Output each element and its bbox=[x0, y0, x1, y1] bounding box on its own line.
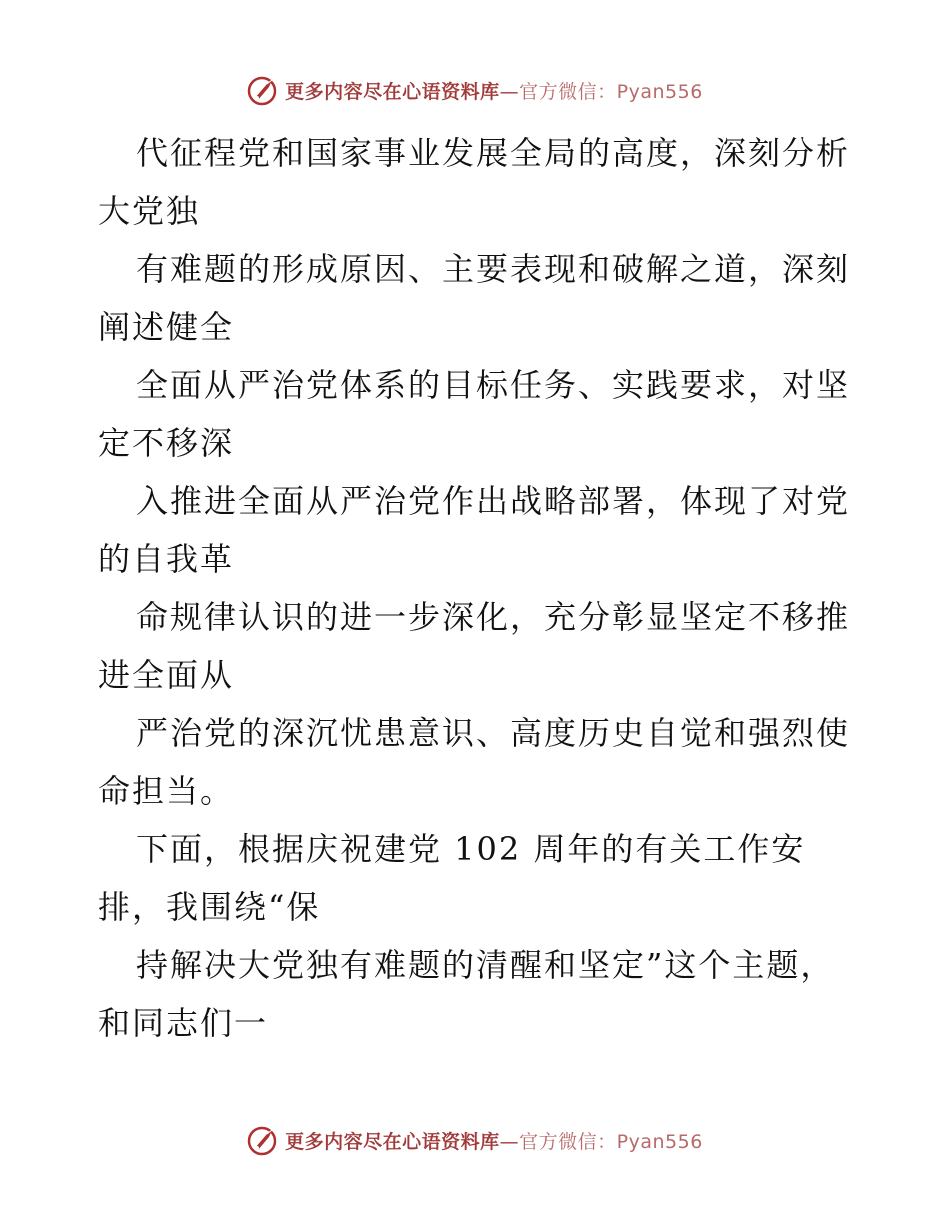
text-line: 全面从严治党体系的目标任务、实践要求，对坚 bbox=[136, 366, 851, 404]
pen-nib-logo-icon bbox=[247, 74, 279, 106]
text-line: 大党独 bbox=[98, 192, 201, 230]
text-line: 和同志们一 bbox=[98, 1004, 269, 1042]
text-line: 的自我革 bbox=[98, 540, 235, 578]
banner-wechat: 官方微信：Pyan556 bbox=[519, 80, 703, 103]
text-line: 定不移深 bbox=[98, 424, 235, 462]
text-line: 阐述健全 bbox=[98, 308, 235, 346]
text-line: 命担当。 bbox=[98, 772, 235, 810]
text-line: 入推进全面从严治党作出战略部署，体现了对党 bbox=[136, 482, 851, 520]
text-line: 代征程党和国家事业发展全局的高度，深刻分析 bbox=[136, 134, 851, 172]
banner-dash: — bbox=[499, 1130, 520, 1153]
footer-banner bbox=[0, 1120, 950, 1160]
text-line: 有难题的形成原因、主要表现和破解之道，深刻 bbox=[136, 250, 851, 288]
banner-wechat: 官方微信：Pyan556 bbox=[519, 1130, 703, 1153]
pen-nib-logo-icon bbox=[247, 1124, 279, 1156]
text-line: 下面，根据庆祝建党 102 周年的有关工作安 bbox=[136, 830, 806, 868]
header-banner bbox=[0, 70, 950, 110]
document-body bbox=[98, 124, 858, 1052]
text-line: 持解决大党独有难题的清醒和坚定”这个主题， bbox=[136, 946, 835, 984]
text-line: 严治党的深沉忧患意识、高度历史自觉和强烈使 bbox=[136, 714, 851, 752]
text-line: 进全面从 bbox=[98, 656, 235, 694]
banner-lead: 更多内容尽在心语资料库 bbox=[285, 80, 500, 103]
text-line: 命规律认识的进一步深化，充分彰显坚定不移推 bbox=[136, 598, 851, 636]
banner-text bbox=[285, 1127, 703, 1154]
banner-text bbox=[285, 77, 703, 104]
text-line: 排，我围绕“保 bbox=[98, 888, 321, 926]
banner-dash: — bbox=[499, 80, 520, 103]
banner-lead: 更多内容尽在心语资料库 bbox=[285, 1130, 500, 1153]
